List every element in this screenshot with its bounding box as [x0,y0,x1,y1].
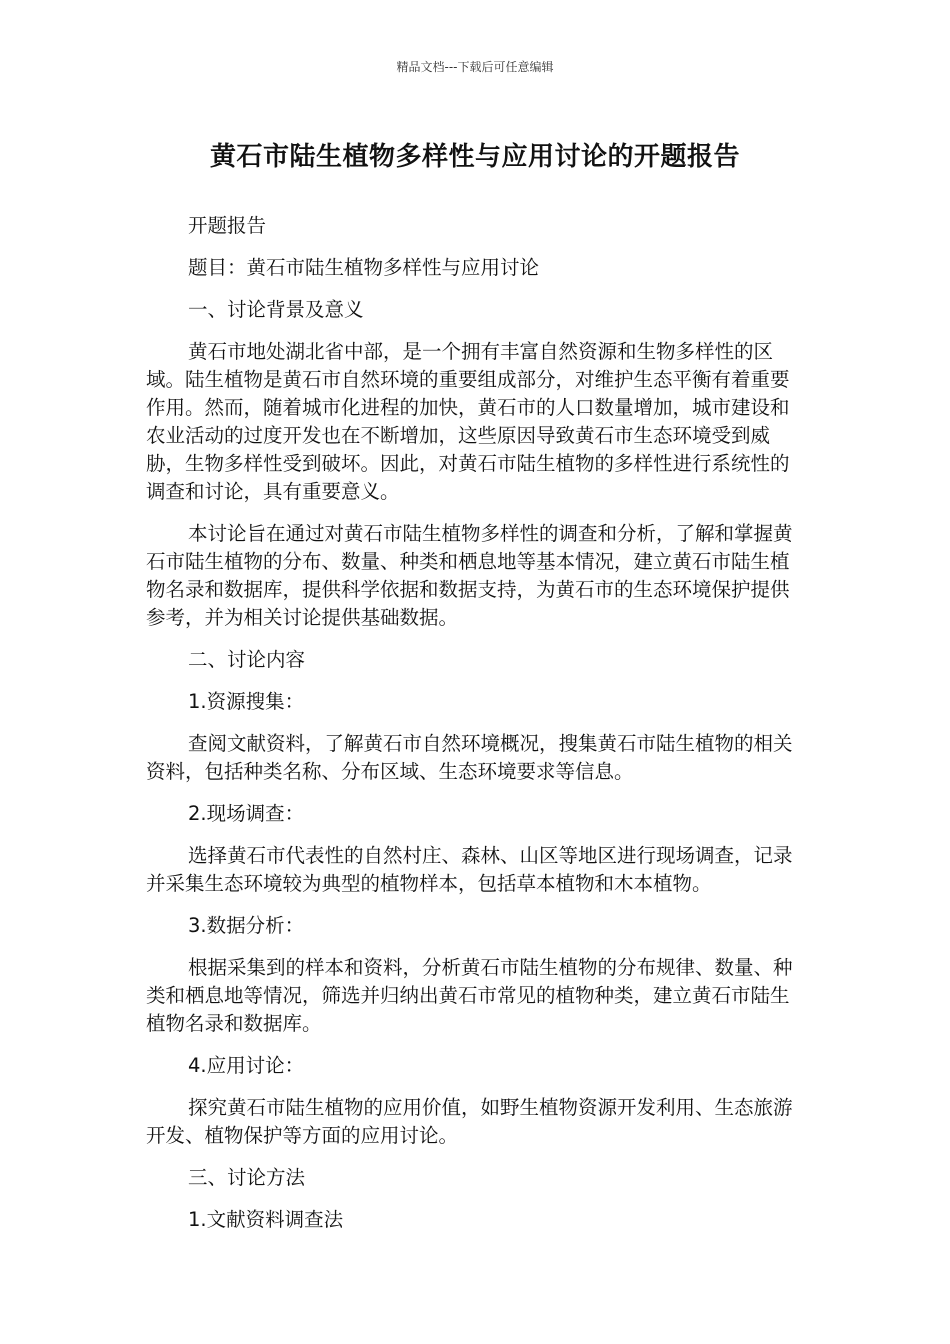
subheading-resource-collection: 1.资源搜集： [188,690,305,713]
paragraph-topic: 题目：黄石市陆生植物多样性与应用讨论 [188,256,540,279]
paragraph-background: 黄石市地处湖北省中部，是一个拥有丰富自然资源和生物多样性的区域。陆生植物是黄石市自然环境的重要组成部分，对维护生态平衡有着重要作用。然而，随着城市化进程的加快，黄石市的人口数量增加，城市建设和农业活动的过度开发也在不断增加，这些原因导致黄石市生态环境受到威胁，生物多样性受到破坏。因此，对黄石市陆生植物的多样性进行系统性的调查和讨论，具有重要意义。 [146,340,790,503]
subheading-application: 4.应用讨论： [188,1054,305,1077]
section-heading-methods: 三、讨论方法 [188,1166,306,1189]
document-title: 黄石市陆生植物多样性与应用讨论的开题报告 [209,142,740,172]
paragraph-field-survey: 选择黄石市代表性的自然村庄、森林、山区等地区进行现场调查，记录并采集生态环境较为典型的植物样本，包括草本植物和木本植物。 [146,844,793,895]
section-heading-content: 二、讨论内容 [188,648,306,671]
subheading-data-analysis: 3.数据分析： [188,914,305,937]
subheading-literature-method: 1.文献资料调查法 [188,1208,344,1231]
subheading-field-survey: 2.现场调查： [188,802,305,825]
paragraph-application: 探究黄石市陆生植物的应用价值，如野生植物资源开发利用、生态旅游开发、植物保护等方面的应用讨论。 [146,1096,793,1147]
paragraph-data-analysis: 根据采集到的样本和资料，分析黄石市陆生植物的分布规律、数量、种类和栖息地等情况，筛选并归纳出黄石市常见的植物种类，建立黄石市陆生植物名录和数据库。 [146,956,793,1035]
document-body [146,212,796,1248]
page-header: 精品文档---下载后可任意编辑 [396,60,554,74]
paragraph-purpose: 本讨论旨在通过对黄石市陆生植物多样性的调查和分析，了解和掌握黄石市陆生植物的分布、数量、种类和栖息地等基本情况，建立黄石市陆生植物名录和数据库，提供科学依据和数据支持，为黄石市的生态环境保护提供参考，并为相关讨论提供基础数据。 [146,522,793,629]
section-heading-background: 一、讨论背景及意义 [188,298,364,321]
paragraph-resource-collection: 查阅文献资料，了解黄石市自然环境概况，搜集黄石市陆生植物的相关资料，包括种类名称、分布区域、生态环境要求等信息。 [146,732,793,783]
paragraph-report-label: 开题报告 [188,214,267,237]
